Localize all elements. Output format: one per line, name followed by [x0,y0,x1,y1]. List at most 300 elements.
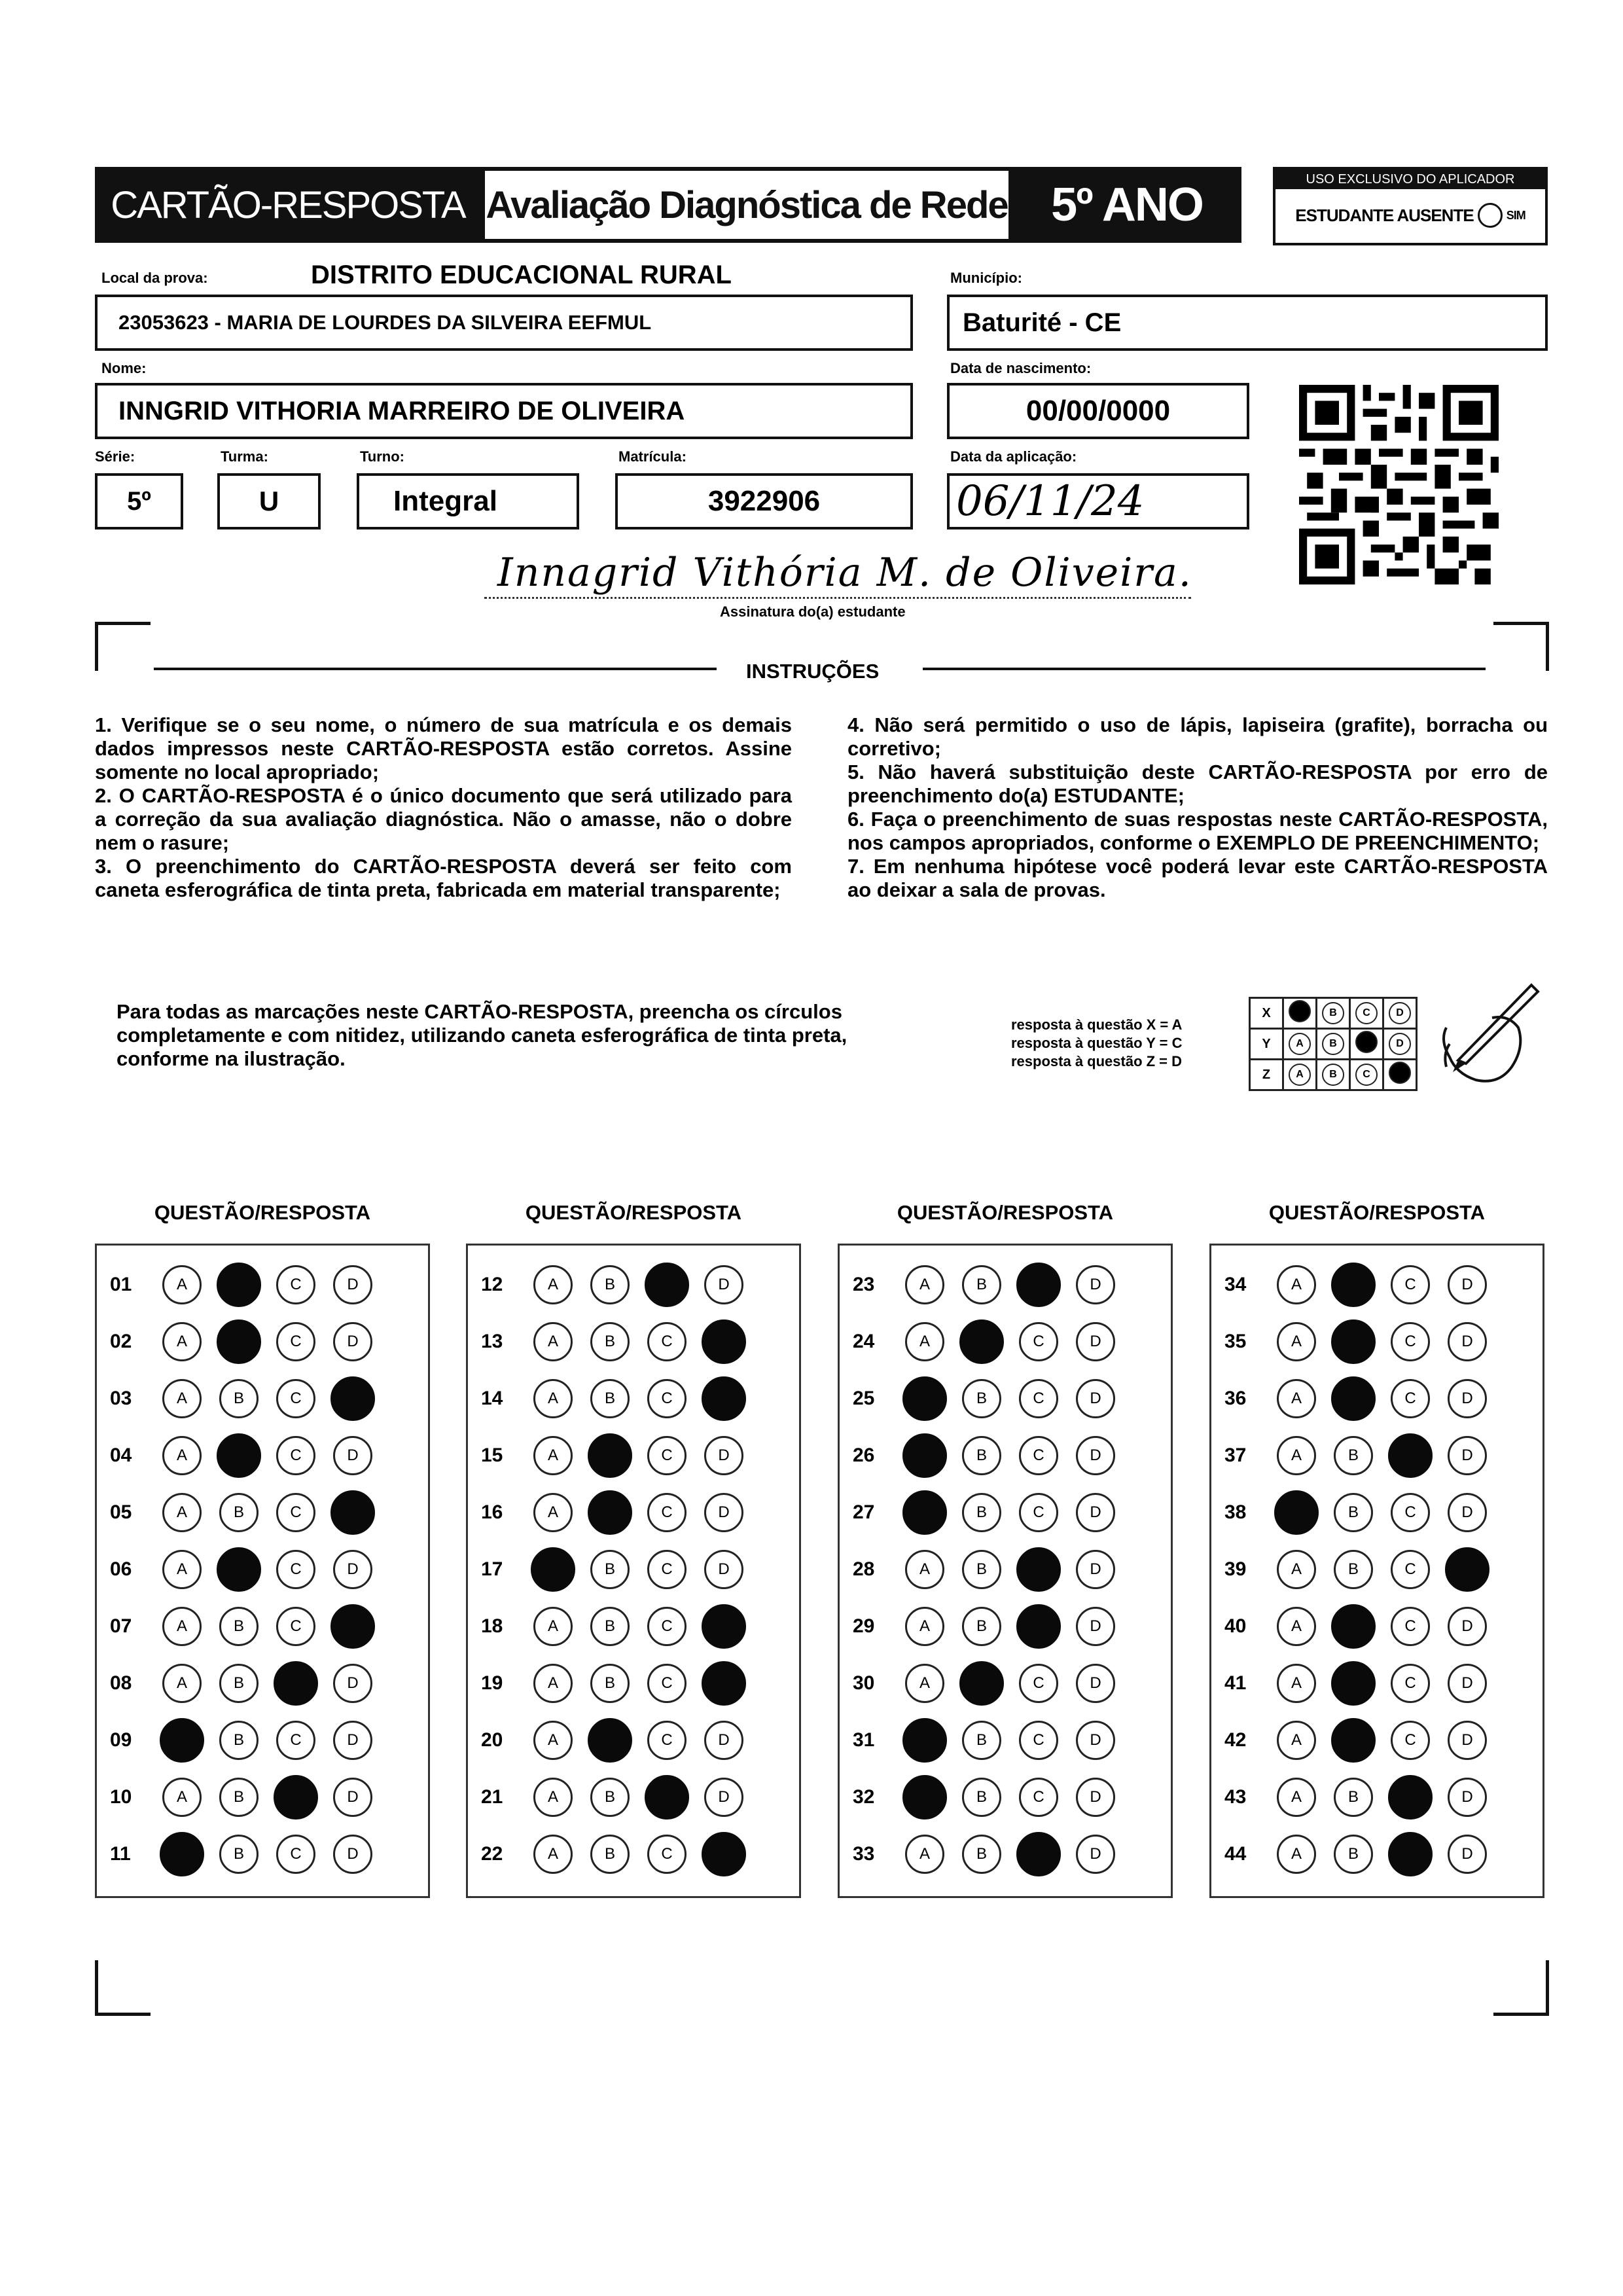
question-row [97,1262,428,1308]
answer-bubble-b[interactable]: B [219,1379,259,1418]
answer-bubble-c[interactable] [1016,1604,1061,1649]
evaluation-block [481,167,1012,243]
signature-line [484,597,1191,599]
answer-bubble-b[interactable]: B [590,1550,630,1589]
answer-bubble-a[interactable]: A [533,1322,573,1361]
answer-bubble-b[interactable] [588,1433,632,1478]
answer-bubble-a[interactable]: A [905,1835,944,1874]
corner-mark-top-left [95,622,151,671]
example-cell [1383,998,1417,1029]
answer-bubble-c[interactable]: C [1019,1322,1058,1361]
signature-label: Assinatura do(a) estudante [720,603,906,620]
answer-bubble-a[interactable]: A [162,1379,202,1418]
absent-label: ESTUDANTE AUSENTE [1295,205,1474,225]
question-row [1211,1376,1543,1422]
answer-bubble-b[interactable]: B [962,1721,1001,1760]
answer-bubble-c[interactable]: C [276,1436,315,1475]
answer-bubble-d[interactable]: D [1448,1664,1487,1703]
example-row-label: Y [1250,1029,1283,1060]
grade-block [1012,167,1241,243]
example-bubble: A [1289,1033,1311,1055]
answer-bubble-c[interactable]: C [276,1379,315,1418]
answer-bubble-d[interactable]: D [1448,1322,1487,1361]
serie-value: 5º [127,486,151,516]
answer-bubble-a[interactable]: A [905,1265,944,1304]
answer-bubble-c[interactable] [1388,1433,1433,1478]
answer-bubble-d[interactable] [702,1661,746,1706]
answer-bubble-d[interactable]: D [704,1721,743,1760]
answer-bubble-a[interactable]: A [162,1778,202,1817]
answer-bubble-d[interactable]: D [1076,1436,1115,1475]
answer-bubble-d[interactable]: D [704,1550,743,1589]
question-row [1211,1262,1543,1308]
answer-column-header: QUESTÃO/RESPOSTA [897,1201,1114,1224]
answer-bubble-c[interactable]: C [647,1835,687,1874]
question-number: 23 [853,1274,875,1295]
answer-bubble-b[interactable]: B [962,1550,1001,1589]
answer-bubble-b[interactable] [588,1718,632,1763]
answer-bubble-a[interactable]: A [533,1265,573,1304]
answer-bubble-c[interactable] [274,1775,318,1820]
local-value: 23053623 - MARIA DE LOURDES DA SILVEIRA EEFMUL [118,311,652,334]
answer-bubble-a[interactable] [902,1775,947,1820]
answer-bubble-d[interactable]: D [704,1778,743,1817]
answer-bubble-c[interactable] [1388,1775,1433,1820]
answer-bubble-d[interactable]: D [704,1436,743,1475]
question-number: 36 [1224,1388,1247,1409]
answer-bubble-c[interactable]: C [647,1607,687,1646]
answer-bubble-c[interactable] [1016,1832,1061,1876]
answer-bubble-c[interactable]: C [1019,1493,1058,1532]
example-bubble: C [1355,1002,1378,1024]
answer-bubble-a[interactable]: A [1277,1664,1316,1703]
absent-bubble[interactable] [1478,203,1503,228]
card-title-block [95,167,481,243]
example-cell [1383,1029,1417,1060]
answer-bubble-d[interactable]: D [1076,1379,1115,1418]
answer-bubble-b[interactable]: B [219,1607,259,1646]
answer-bubble-c[interactable]: C [276,1322,315,1361]
answer-bubble-b[interactable]: B [962,1835,1001,1874]
signature: Innagrid Vithória M. de Oliveira. [497,550,1192,596]
answer-column-box [838,1244,1173,1898]
question-row [468,1604,799,1649]
local-field [95,295,913,351]
example-bubble: D [1389,1002,1411,1024]
aplicacao-field [947,473,1249,529]
example-bubble [1355,1031,1378,1053]
question-number: 07 [110,1615,132,1637]
example-table [1249,997,1418,1091]
answer-bubble-a[interactable]: A [1277,1550,1316,1589]
answer-bubble-b[interactable]: B [590,1607,630,1646]
aplicacao-label: Data da aplicação: [950,448,1077,465]
question-row [97,1433,428,1479]
answer-bubble-b[interactable]: B [1334,1778,1373,1817]
question-row [840,1717,1171,1763]
answer-bubble-c[interactable]: C [1391,1721,1430,1760]
example-lines [1011,1016,1182,1071]
question-row [840,1831,1171,1877]
answer-bubble-c[interactable]: C [1019,1664,1058,1703]
answer-bubble-a[interactable]: A [905,1322,944,1361]
answer-bubble-d[interactable]: D [1448,1379,1487,1418]
answer-bubble-c[interactable] [645,1775,689,1820]
answer-bubble-a[interactable] [160,1718,204,1763]
answer-bubble-d[interactable] [702,1604,746,1649]
corner-mark-bottom-left [95,1960,151,2016]
question-row [97,1490,428,1535]
question-number: 04 [110,1444,132,1466]
answer-bubble-a[interactable]: A [162,1436,202,1475]
question-row [468,1660,799,1706]
nome-value: INNGRID VITHORIA MARREIRO DE OLIVEIRA [118,396,685,425]
example-row-label: Z [1250,1060,1283,1090]
question-number: 40 [1224,1615,1247,1637]
answer-bubble-d[interactable]: D [333,1322,372,1361]
answer-bubble-d[interactable]: D [1076,1664,1115,1703]
answer-bubble-c[interactable] [274,1661,318,1706]
answer-bubble-c[interactable]: C [1019,1379,1058,1418]
question-number: 10 [110,1786,132,1808]
answer-bubble-d[interactable]: D [1448,1493,1487,1532]
answer-bubble-c[interactable]: C [1019,1436,1058,1475]
answer-bubble-d[interactable]: D [1448,1778,1487,1817]
answer-bubble-b[interactable] [1331,1661,1376,1706]
answer-bubble-a[interactable]: A [1277,1721,1316,1760]
answer-bubble-c[interactable] [1016,1263,1061,1307]
question-number: 08 [110,1672,132,1694]
example-line-x: resposta à questão X = A [1011,1016,1183,1033]
answer-bubble-b[interactable] [217,1433,261,1478]
answer-bubble-b[interactable]: B [962,1493,1001,1532]
answer-bubble-d[interactable]: D [333,1721,372,1760]
answer-bubble-c[interactable]: C [276,1550,315,1589]
question-number: 21 [481,1786,503,1808]
nascimento-label: Data de nascimento: [950,360,1092,376]
answer-bubble-b[interactable] [588,1490,632,1535]
question-row [840,1604,1171,1649]
answer-bubble-c[interactable]: C [276,1721,315,1760]
question-row [840,1660,1171,1706]
hand-pen-icon [1420,982,1544,1100]
answer-bubble-d[interactable]: D [1448,1721,1487,1760]
answer-bubble-c[interactable]: C [647,1550,687,1589]
answer-bubble-b[interactable] [217,1547,261,1592]
answer-bubble-a[interactable]: A [905,1664,944,1703]
answer-bubble-d[interactable]: D [1076,1778,1115,1817]
answer-bubble-d[interactable]: D [1076,1607,1115,1646]
question-row [468,1319,799,1365]
answer-bubble-d[interactable] [1445,1547,1489,1592]
answer-bubble-d[interactable] [330,1604,375,1649]
answer-bubble-a[interactable]: A [162,1322,202,1361]
answer-bubble-c[interactable]: C [1391,1493,1430,1532]
answer-bubble-d[interactable] [702,1376,746,1421]
answer-bubble-d[interactable]: D [333,1265,372,1304]
question-number: 18 [481,1615,503,1637]
question-number: 22 [481,1843,503,1865]
instruction-2: 2. O CARTÃO-RESPOSTA é o único documento que será utilizado para a correção da sua avaliação diagnóstica. Não o amasse, não o dobre nem o rasure; [95,784,792,854]
answer-bubble-b[interactable]: B [962,1778,1001,1817]
question-number: 34 [1224,1274,1247,1295]
question-number: 02 [110,1331,132,1352]
corner-mark-bottom-right [1493,1960,1549,2016]
answer-bubble-a[interactable]: A [1277,1265,1316,1304]
answer-bubble-b[interactable]: B [219,1778,259,1817]
answer-bubble-a[interactable]: A [1277,1835,1316,1874]
answer-bubble-b[interactable] [1331,1718,1376,1763]
answer-bubble-a[interactable]: A [162,1265,202,1304]
answer-bubble-b[interactable] [1331,1604,1376,1649]
fill-note: Para todas as marcações neste CARTÃO-RESPOSTA, preencha os círculos completamente e com nitidez, utilizando caneta esferográfica de tinta preta, conforme na ilustração. [116,1000,847,1070]
instruction-7: 7. Em nenhuma hipótese você poderá levar este CARTÃO-RESPOSTA ao deixar a sala de provas. [847,855,1548,901]
answer-bubble-c[interactable]: C [647,1721,687,1760]
answer-bubble-a[interactable]: A [533,1778,573,1817]
answer-column-header: QUESTÃO/RESPOSTA [154,1201,371,1224]
answer-bubble-b[interactable] [959,1661,1004,1706]
question-number: 37 [1224,1444,1247,1466]
municipio-field [947,295,1548,351]
question-number: 29 [853,1615,875,1637]
answer-bubble-b[interactable] [1331,1319,1376,1364]
question-number: 12 [481,1274,503,1295]
answer-bubble-a[interactable]: A [1277,1607,1316,1646]
answer-bubble-d[interactable] [702,1319,746,1364]
question-row [1211,1319,1543,1365]
answer-bubble-d[interactable]: D [1076,1550,1115,1589]
local-label: Local da prova: [101,270,208,286]
answer-bubble-c[interactable]: C [1391,1265,1430,1304]
answer-bubble-d[interactable]: D [704,1265,743,1304]
answer-bubble-c[interactable]: C [1019,1721,1058,1760]
example-bubble: B [1322,1002,1344,1024]
answer-bubble-c[interactable]: C [647,1493,687,1532]
nascimento-field [947,383,1249,439]
answer-bubble-d[interactable]: D [1076,1265,1115,1304]
answer-bubble-d[interactable]: D [333,1550,372,1589]
answer-bubble-a[interactable] [902,1718,947,1763]
example-bubble: D [1389,1033,1411,1055]
answer-bubble-a[interactable]: A [162,1664,202,1703]
answer-bubble-b[interactable]: B [1334,1436,1373,1475]
answer-bubble-a[interactable]: A [533,1379,573,1418]
answer-bubble-a[interactable]: A [533,1493,573,1532]
answer-bubble-a[interactable] [902,1490,947,1535]
answer-bubble-b[interactable]: B [962,1265,1001,1304]
question-number: 03 [110,1388,132,1409]
example-cell [1350,998,1383,1029]
answer-bubble-b[interactable]: B [590,1265,630,1304]
question-row [1211,1660,1543,1706]
question-number: 44 [1224,1843,1247,1865]
answer-bubble-c[interactable]: C [1391,1607,1430,1646]
answer-bubble-c[interactable]: C [276,1265,315,1304]
question-row [840,1376,1171,1422]
answer-bubble-a[interactable]: A [1277,1379,1316,1418]
absent-option: SIM [1506,208,1525,222]
answer-bubble-a[interactable]: A [533,1835,573,1874]
answer-bubble-c[interactable]: C [276,1835,315,1874]
answer-column-box [95,1244,430,1898]
answer-bubble-c[interactable]: C [1391,1322,1430,1361]
answer-bubble-b[interactable]: B [1334,1550,1373,1589]
answer-bubble-d[interactable]: D [1448,1607,1487,1646]
question-number: 32 [853,1786,875,1808]
evaluation-title: Avaliação Diagnóstica de Rede [486,183,1008,226]
answer-bubble-a[interactable] [160,1832,204,1876]
answer-bubble-a[interactable] [1274,1490,1319,1535]
answer-bubble-b[interactable]: B [590,1778,630,1817]
answer-bubble-c[interactable] [645,1263,689,1307]
instruction-6: 6. Faça o preenchimento de suas respostas neste CARTÃO-RESPOSTA, nos campos apropriados, conforme o EXEMPLO DE PREENCHIMENTO; [847,808,1548,854]
answer-bubble-c[interactable]: C [276,1607,315,1646]
answer-bubble-d[interactable]: D [1076,1835,1115,1874]
answer-bubble-a[interactable]: A [533,1664,573,1703]
answer-bubble-d[interactable]: D [1448,1436,1487,1475]
answer-bubble-a[interactable]: A [1277,1778,1316,1817]
question-row [468,1376,799,1422]
answer-bubble-d[interactable]: D [333,1835,372,1874]
answer-bubble-d[interactable]: D [1448,1265,1487,1304]
answer-bubble-d[interactable] [330,1376,375,1421]
answer-column-box [1209,1244,1544,1898]
answer-bubble-b[interactable]: B [1334,1493,1373,1532]
answer-bubble-d[interactable]: D [704,1493,743,1532]
turno-field [357,473,579,529]
answer-bubble-d[interactable]: D [1076,1721,1115,1760]
answer-bubble-c[interactable] [1016,1547,1061,1592]
question-number: 26 [853,1444,875,1466]
answer-bubble-b[interactable]: B [590,1322,630,1361]
question-number: 41 [1224,1672,1247,1694]
answer-bubble-c[interactable]: C [647,1322,687,1361]
aplicacao-value: 06/11/24 [956,477,1145,526]
question-number: 06 [110,1558,132,1580]
example-bubble [1289,1000,1311,1022]
question-row [840,1490,1171,1535]
answer-bubble-b[interactable]: B [590,1664,630,1703]
answer-bubble-b[interactable]: B [1334,1835,1373,1874]
answer-bubble-a[interactable]: A [162,1607,202,1646]
answer-bubble-c[interactable] [1388,1832,1433,1876]
answer-column-header: QUESTÃO/RESPOSTA [525,1201,742,1224]
question-number: 28 [853,1558,875,1580]
answer-bubble-b[interactable] [959,1319,1004,1364]
question-number: 20 [481,1729,503,1751]
answer-bubble-b[interactable]: B [219,1493,259,1532]
answer-column-header: QUESTÃO/RESPOSTA [1268,1201,1486,1224]
answer-bubble-b[interactable]: B [590,1835,630,1874]
answer-bubble-b[interactable] [1331,1376,1376,1421]
answer-bubble-a[interactable] [531,1547,575,1592]
answer-bubble-c[interactable]: C [647,1379,687,1418]
answer-bubble-a[interactable] [902,1376,947,1421]
answer-bubble-d[interactable] [330,1490,375,1535]
turno-value: Integral [393,485,497,517]
answer-bubble-b[interactable]: B [219,1664,259,1703]
answer-bubble-a[interactable]: A [533,1721,573,1760]
answer-bubble-b[interactable]: B [962,1379,1001,1418]
example-bubble: C [1355,1064,1378,1086]
question-row [1211,1604,1543,1649]
answer-bubble-b[interactable] [217,1319,261,1364]
instructions-rule-left [154,668,717,670]
turno-label: Turno: [360,448,405,465]
matricula-field [615,473,913,529]
answer-bubble-c[interactable]: C [647,1664,687,1703]
answer-bubble-d[interactable]: D [1076,1322,1115,1361]
answer-bubble-d[interactable]: D [333,1778,372,1817]
grade-title: 5º ANO [1051,179,1203,231]
answer-bubble-a[interactable]: A [162,1493,202,1532]
question-row [97,1660,428,1706]
question-row [468,1831,799,1877]
corner-mark-top-right [1493,622,1549,671]
answer-bubble-d[interactable]: D [333,1436,372,1475]
question-row [1211,1831,1543,1877]
answer-bubble-d[interactable]: D [1448,1835,1487,1874]
answer-bubble-a[interactable]: A [533,1607,573,1646]
answer-bubble-a[interactable] [902,1433,947,1478]
example-bubble: A [1289,1064,1311,1086]
answer-bubble-d[interactable] [702,1832,746,1876]
answer-bubble-a[interactable]: A [533,1436,573,1475]
answer-bubble-c[interactable]: C [276,1493,315,1532]
answer-bubble-b[interactable] [1331,1263,1376,1307]
answer-bubble-b[interactable] [217,1263,261,1307]
answer-bubble-a[interactable]: A [905,1607,944,1646]
question-number: 33 [853,1843,875,1865]
municipio-label: Município: [950,270,1022,286]
answer-bubble-b[interactable]: B [962,1436,1001,1475]
answer-bubble-b[interactable]: B [219,1835,259,1874]
local-region: DISTRITO EDUCACIONAL RURAL [311,260,732,289]
answer-bubble-b[interactable]: B [219,1721,259,1760]
answer-bubble-d[interactable]: D [1076,1493,1115,1532]
answer-bubble-d[interactable]: D [333,1664,372,1703]
answer-bubble-c[interactable]: C [1391,1550,1430,1589]
answer-bubble-a[interactable]: A [905,1550,944,1589]
question-row [840,1547,1171,1592]
question-number: 35 [1224,1331,1247,1352]
applicator-box [1273,167,1548,245]
answer-bubble-a[interactable]: A [1277,1436,1316,1475]
question-row [97,1319,428,1365]
answer-bubble-c[interactable]: C [1019,1778,1058,1817]
answer-bubble-c[interactable]: C [1391,1664,1430,1703]
answer-bubble-c[interactable]: C [1391,1379,1430,1418]
question-number: 19 [481,1672,503,1694]
answer-bubble-c[interactable]: C [647,1436,687,1475]
question-row [97,1831,428,1877]
answer-bubble-a[interactable]: A [1277,1322,1316,1361]
answer-bubble-a[interactable]: A [162,1550,202,1589]
question-number: 42 [1224,1729,1247,1751]
answer-bubble-b[interactable]: B [962,1607,1001,1646]
question-row [468,1547,799,1592]
question-row [840,1262,1171,1308]
question-number: 11 [110,1843,131,1865]
question-row [1211,1547,1543,1592]
nome-label: Nome: [101,360,147,376]
example-line-z: resposta à questão Z = D [1011,1053,1183,1069]
instructions-left [95,713,792,902]
example-cell [1283,1029,1317,1060]
turma-label: Turma: [221,448,268,465]
question-number: 14 [481,1388,503,1409]
answer-bubble-b[interactable]: B [590,1379,630,1418]
